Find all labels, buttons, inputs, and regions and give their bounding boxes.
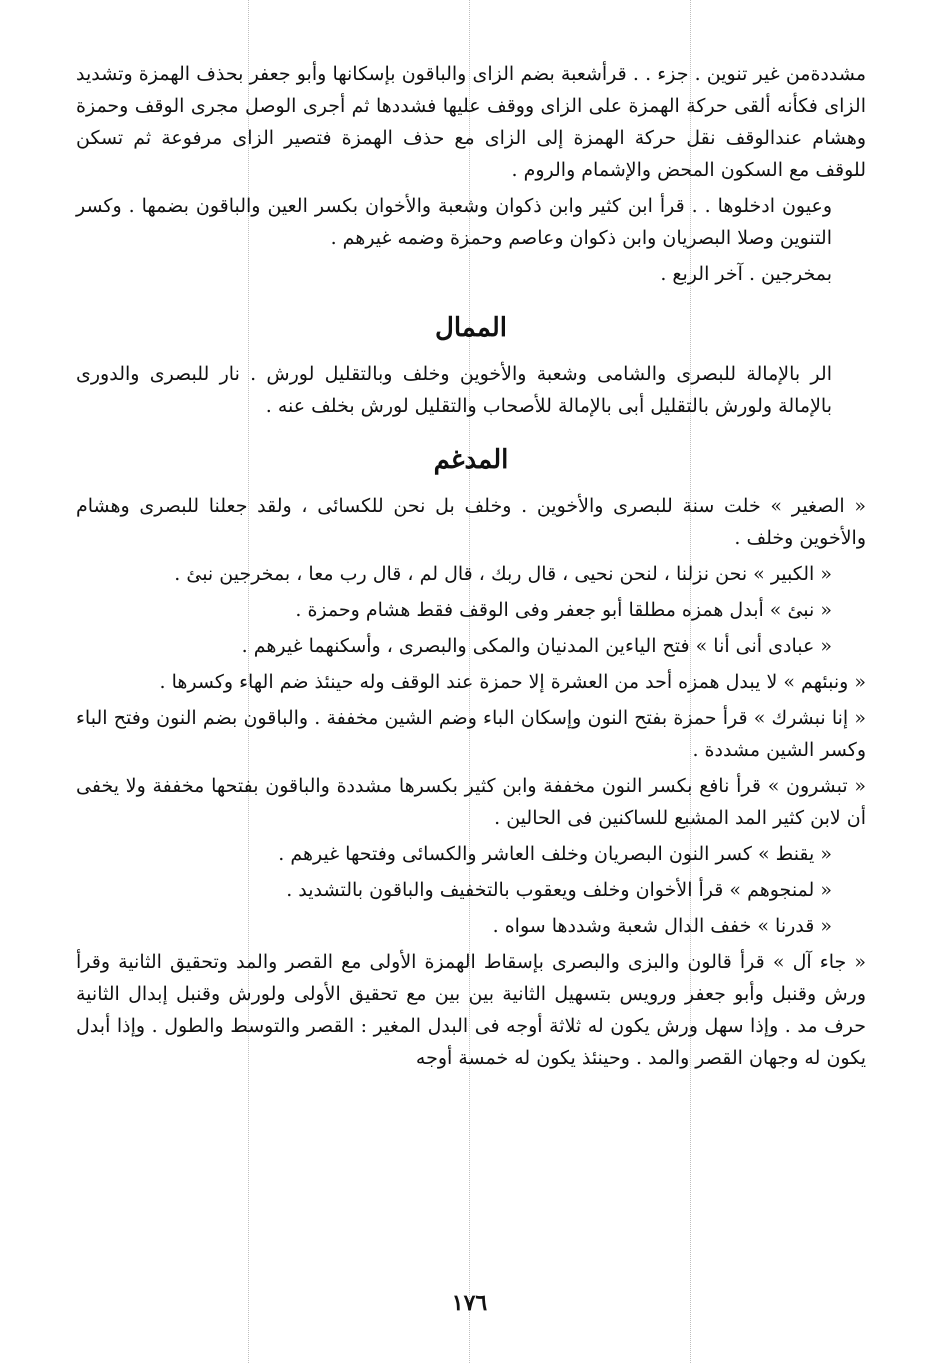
paragraph: « جاء آل » قرأ قالون والبزى والبصرى بإسقاط الهمزة الأولى مع القصر والمد وتحقيق الثانية وقرأ ورش وقنبل وأبو جعفر ورويس بتسهيل الثانية بين بين مع تحقيق الأولى ولورش وقنبل إبدال الثانية حرف مد . وإذا سهل ورش يكون له ثلاثة أوجه فى البدل المغير : القصر والتوسط والطول . وإذا أبدل يكون له وجهان القصر والمد . وحينئذ يكون له خمسة أوجه [76,951,866,1069]
paragraph: « قدرنا » خفف الدال شعبة وشددها سواه . [492,915,832,937]
section-heading-mamal: الممال [434,313,508,343]
paragraph: « نبئ » أبدل همزه مطلقا أبو جعفر وفى الوقف فقط هشام وحمزة . [295,599,832,621]
paragraph: « لمنجوهم » قرأ الأخوان وخلف ويعقوب بالتخفيف والباقون بالتشديد . [286,879,832,901]
paragraph: وعيون ادخلوها . . قرأ ابن كثير وابن ذكوان وشعبة والأخوان بكسر العين والباقون بضمها . وكسر التنوين وصلا البصريان وابن ذكوان وعاصم وحمزة وضمه غيرهم . [76,195,832,249]
paragraph: « الكبير » نحن نزلنا ، لنحن نحيى ، قال ربك ، قال لم ، قال رب معا ، بمخرجين نبئ . [174,563,832,585]
paragraph: « ونبئهم » لا يبدل همزه أحد من العشرة إلا حمزة عند الوقف وله حينئذ ضم الهاء وكسرها . [159,671,866,693]
section-heading-mudgham: المدغم [433,445,509,475]
text-block [76,58,866,1078]
paragraph: « يقنط » كسر النون البصريان وخلف العاشر والكسائى وفتحها غيرهم . [278,843,832,865]
paragraph: « عبادى أنى أنا » فتح الياءين المدنيان والمكى والبصرى ، وأسكنهما غيرهم . [241,635,832,657]
paragraph: « الصغير » خلت سنة للبصرى والأخوين . وخلف بل نحن للكسائى ، ولقد جعلنا للبصرى وهشام والأخوين وخلف . [76,495,866,549]
paragraph: بمخرجين . آخر الربع . [660,263,832,285]
paragraph: « تبشرون » قرأ نافع بكسر النون مخففة وابن كثير بكسرها مشددة والباقون بفتحها مخففة ولا يخفى أن لابن كثير المد المشبع للساكنين فى الحالين . [76,775,866,829]
page-number: ١٧٦ [451,1290,488,1316]
paragraph: « إنا نبشرك » قرأ حمزة بفتح النون وإسكان الباء وضم الشين مخففة . والباقون بضم النون وفتح الباء وكسر الشين مشددة . [76,707,866,761]
paragraph: مشددةمن غير تنوين . جزء . . قرأشعبة بضم الزاى والباقون بإسكانها وأبو جعفر بحذف الهمزة وتشديد الزاى فكأنه ألقى حركة الهمزة على الزاى ووقف عليها فشددها ثم أجرى الوصل مجرى الوقف وحمزة وهشام عندالوقف نقل حركة الهمزة إلى الزاى مع حذف الهمزة فتصير الزاى مرفوعة ثم تسكن للوقف مع السكون المحض والإشمام والروم . [76,63,866,181]
paragraph: الر بالإمالة للبصرى والشامى وشعبة والأخوين وخلف وبالتقليل لورش . نار للبصرى والدورى بالإمالة ولورش بالتقليل أبى بالإمالة للأصحاب والتقليل لورش بخلف عنه . [76,363,832,417]
